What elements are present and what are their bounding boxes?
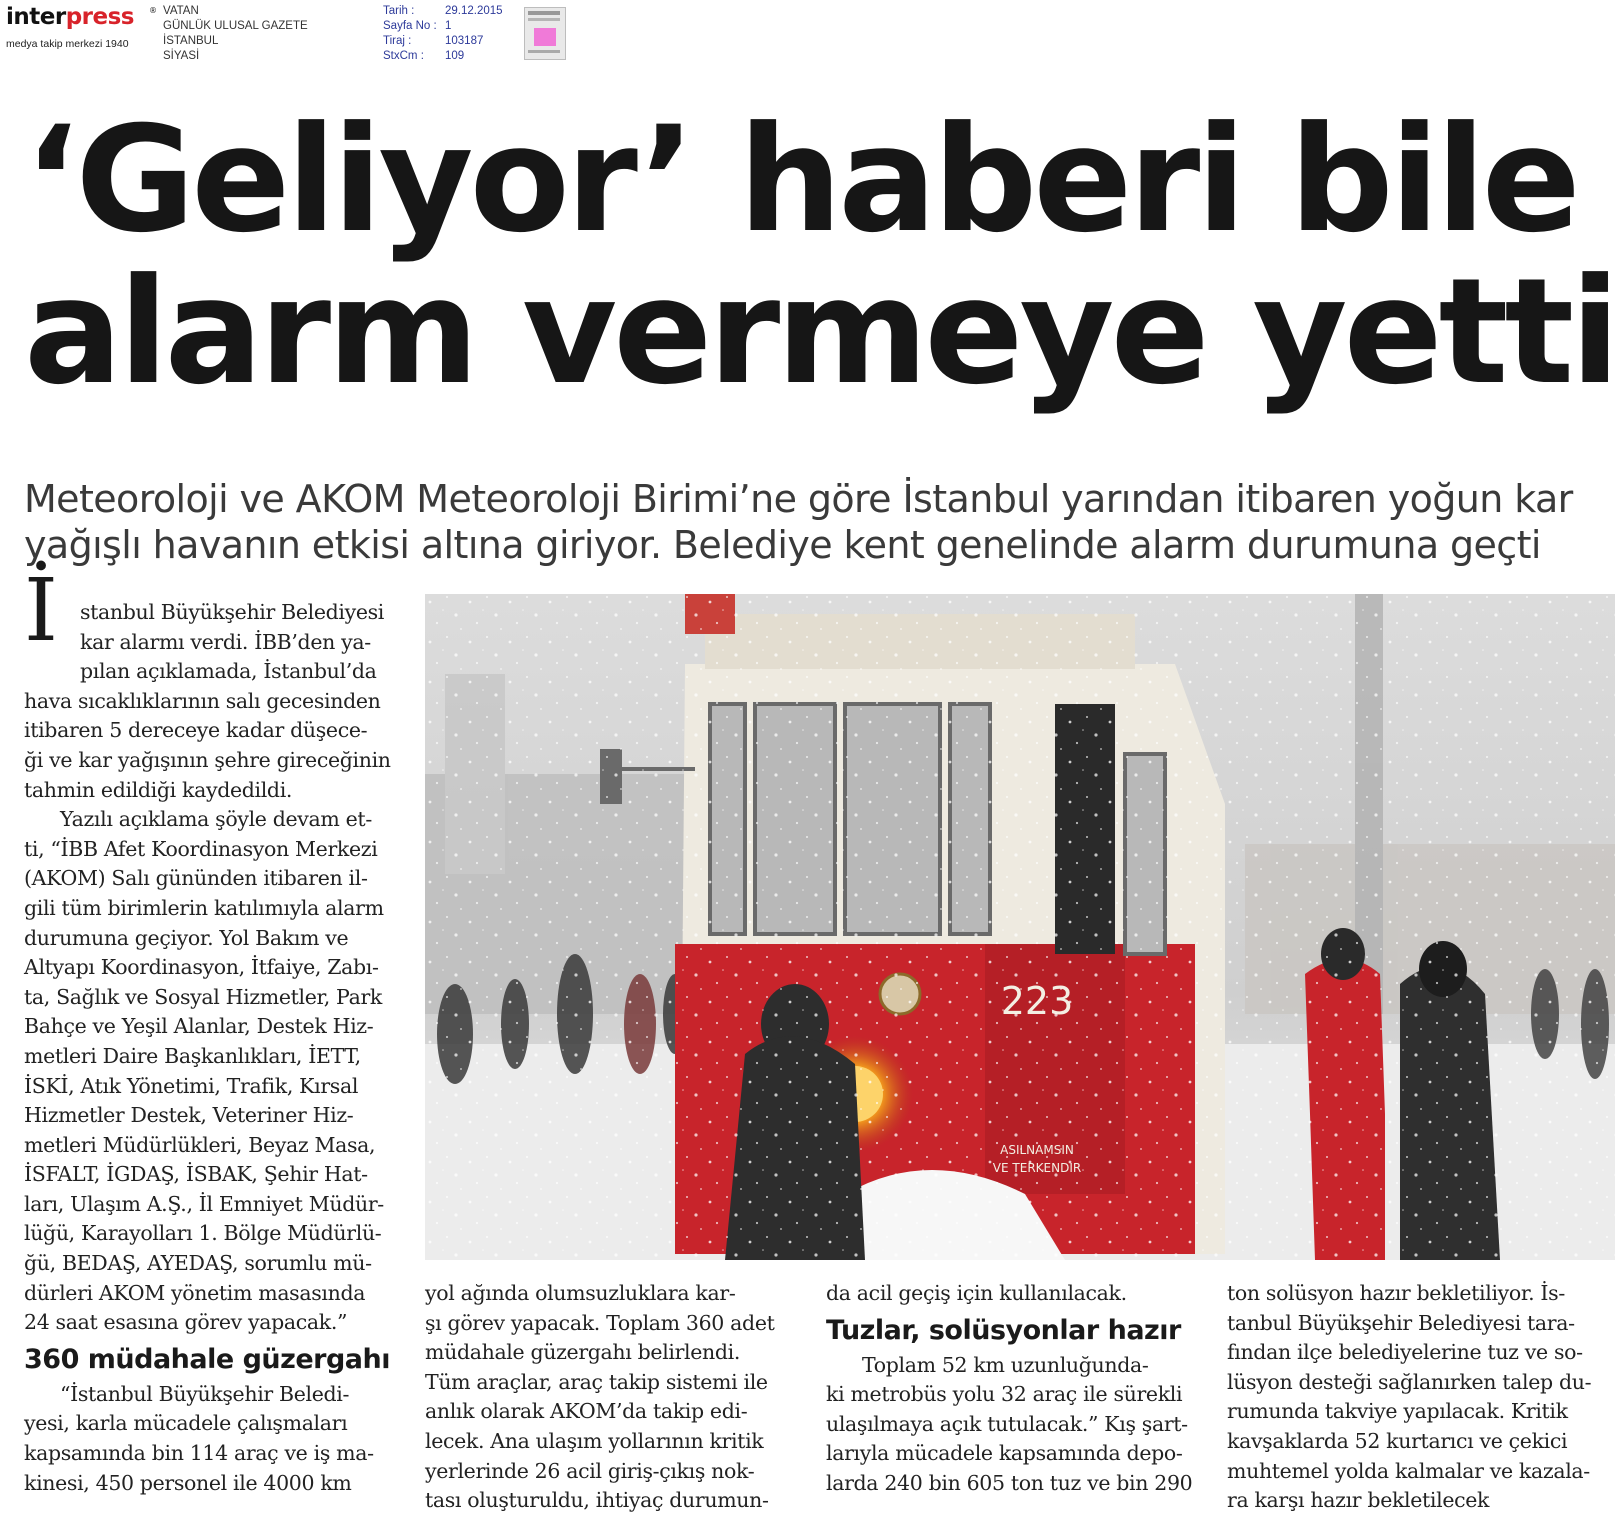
article-column-2: [425, 1279, 805, 1516]
headline-line-1: ‘Geliyor’ haberi bile: [24, 95, 1577, 265]
tram-snow-photo: [425, 594, 1615, 1260]
text-line: dürleri AKOM yönetim masasında: [24, 1280, 366, 1305]
text-line: Yazılı açıklama şöyle devam et-: [60, 807, 372, 832]
article-deck: [24, 476, 1604, 568]
drop-cap: İ: [24, 561, 58, 661]
publication-city: İSTANBUL: [163, 35, 219, 47]
registered-mark: ®: [149, 6, 157, 15]
text-line: muhtemel yolda kalmalar ve kazala-: [1227, 1458, 1590, 1483]
meta-label-date: Tarih :: [383, 5, 415, 17]
text-line: stanbul Büyükşehir Belediyesi: [80, 600, 384, 624]
text-line: yol ağında olumsuzluklara kar-: [425, 1281, 736, 1305]
text-line: metleri Müdürlükleri, Beyaz Masa,: [24, 1132, 376, 1157]
text-line: larda 240 bin 605 ton tuz ve bin 290: [826, 1470, 1193, 1495]
text-line: durumuna geçiyor. Yol Bakım ve: [24, 925, 349, 950]
subhead-salt-solutions: Tuzlar, solüsyonlar hazır: [826, 1314, 1181, 1346]
clipping-header: [0, 0, 1617, 66]
text-line: İSFALT, İGDAŞ, İSBAK, Şehir Hat-: [24, 1162, 368, 1187]
text-line: ları, Ulaşım A.Ş., İl Emniyet Müdür-: [24, 1191, 384, 1216]
text-line: kavşaklarda 52 kurtarıcı ve çekici: [1227, 1428, 1568, 1453]
text-line: ulaşılmaya açık tutulacak.” Kış şart-: [826, 1411, 1188, 1436]
text-line: Tüm araçlar, araç takip sistemi ile: [425, 1369, 768, 1394]
text-line: pılan açıklamada, İstanbul’da: [80, 659, 377, 684]
text-line: lecek. Ana ulaşım yollarının kritik: [425, 1428, 764, 1453]
meta-labels: [383, 4, 437, 64]
text-line: Bahçe ve Yeşil Alanlar, Destek Hiz-: [24, 1014, 374, 1039]
text-line: kinesi, 450 personel ile 4000 km: [24, 1470, 352, 1495]
text-line: metleri Daire Başkanlıkları, İETT,: [24, 1043, 361, 1068]
text-line: müdahale güzergahı belirlendi.: [425, 1340, 741, 1365]
text-line: tahmin edildiği kaydedildi.: [24, 777, 293, 802]
deck-line-1: Meteoroloji ve AKOM Meteoroloji Birimi’ne göre İstanbul yarından itibaren yoğun kar: [24, 477, 1573, 521]
logo-tagline: medya takip merkezi 1940: [6, 38, 129, 50]
headline: [24, 95, 1617, 417]
text-line: şı görev yapacak. Toplam 360 adet: [425, 1310, 775, 1335]
text-line: itibaren 5 dereceye kadar düşece-: [24, 718, 368, 743]
publication-info: [163, 4, 308, 64]
meta-value-page: 1: [445, 20, 452, 32]
text-line: ton solüsyon hazır bekletiliyor. İs-: [1227, 1281, 1565, 1305]
text-line: larıyla mücadele kapsamında depo-: [826, 1441, 1183, 1466]
text-line: İSKİ, Atık Yönetimi, Trafik, Kırsal: [24, 1073, 359, 1098]
meta-value-stxcm: 109: [445, 50, 465, 62]
meta-label-circulation: Tiraj :: [383, 35, 412, 47]
page-thumbnail[interactable]: [524, 7, 566, 60]
text-line: yesi, karla mücadele çalışmaları: [24, 1411, 348, 1436]
text-line: tası oluşturuldu, ihtiyaç durumun-: [425, 1488, 769, 1513]
text-line: yerlerinde 26 acil giriş-çıkış nok-: [425, 1458, 755, 1483]
text-line: ta, Sağlık ve Sosyal Hizmetler, Park: [24, 984, 382, 1009]
text-line: hava sıcaklıklarının salı gecesinden: [24, 688, 381, 713]
text-line: (AKOM) Salı gününden itibaren il-: [24, 866, 368, 891]
text-line: rumunda takviye yapılacak. Kritik: [1227, 1399, 1568, 1424]
publication-name: VATAN: [163, 5, 199, 17]
meta-label-stxcm: StxCm :: [383, 50, 424, 62]
falling-snow: [425, 594, 1615, 1260]
article-column-1: [24, 598, 414, 1498]
text-line: ğü, BEDAŞ, AYEDAŞ, sorumlu mü-: [24, 1251, 372, 1276]
headline-line-2: alarm vermeye yetti: [24, 247, 1617, 417]
article-column-4: [1227, 1279, 1607, 1516]
text-line: kapsamında bin 114 araç ve iş ma-: [24, 1441, 374, 1466]
text-line: Toplam 52 km uzunluğunda-: [862, 1352, 1149, 1377]
subhead-360-routes: 360 müdahale güzergahı: [24, 1343, 390, 1375]
meta-values: [445, 4, 503, 64]
text-line: kar alarmı verdi. İBB’den ya-: [80, 629, 371, 654]
text-line: “İstanbul Büyükşehir Beledi-: [60, 1381, 350, 1406]
text-line: Hizmetler Destek, Veteriner Hiz-: [24, 1103, 354, 1128]
text-line: fından ilçe belediyelerine tuz ve so-: [1227, 1340, 1583, 1365]
photo-illustration: [425, 594, 1615, 1260]
meta-value-date: 29.12.2015: [445, 5, 503, 17]
interpress-logo: [6, 4, 157, 56]
article-column-3: [826, 1279, 1206, 1499]
text-line: anlık olarak AKOM’da takip edi-: [425, 1399, 748, 1424]
meta-label-page: Sayfa No :: [383, 20, 437, 32]
logo-wordmark: interpress: [6, 4, 134, 30]
text-line: tanbul Büyükşehir Belediyesi tara-: [1227, 1310, 1575, 1335]
deck-line-2: yağışlı havanın etkisi altına giriyor. Belediye kent genelinde alarm durumuna geçti: [24, 523, 1541, 567]
text-line: da acil geçiş için kullanılacak.: [826, 1281, 1127, 1305]
text-line: ra karşı hazır bekletilecek: [1227, 1488, 1490, 1513]
text-line: 24 saat esasına görev yapacak.”: [24, 1310, 348, 1335]
text-line: Altyapı Koordinasyon, İtfaiye, Zabı-: [24, 955, 379, 980]
meta-value-circulation: 103187: [445, 35, 484, 47]
text-line: lüğü, Karayolları 1. Bölge Müdürlü-: [24, 1221, 382, 1246]
publication-section: SİYASİ: [163, 50, 200, 62]
text-line: ği ve kar yağışının şehre gireceğinin: [24, 747, 391, 772]
text-line: ti, “İBB Afet Koordinasyon Merkezi: [24, 836, 378, 861]
text-line: gili tüm birimlerin katılımıyla alarm: [24, 895, 384, 920]
text-line: ki metrobüs yolu 32 araç ile sürekli: [826, 1382, 1183, 1407]
text-line: lüsyon desteği sağlanırken talep du-: [1227, 1369, 1592, 1394]
publication-type: GÜNLÜK ULUSAL GAZETE: [163, 20, 308, 32]
